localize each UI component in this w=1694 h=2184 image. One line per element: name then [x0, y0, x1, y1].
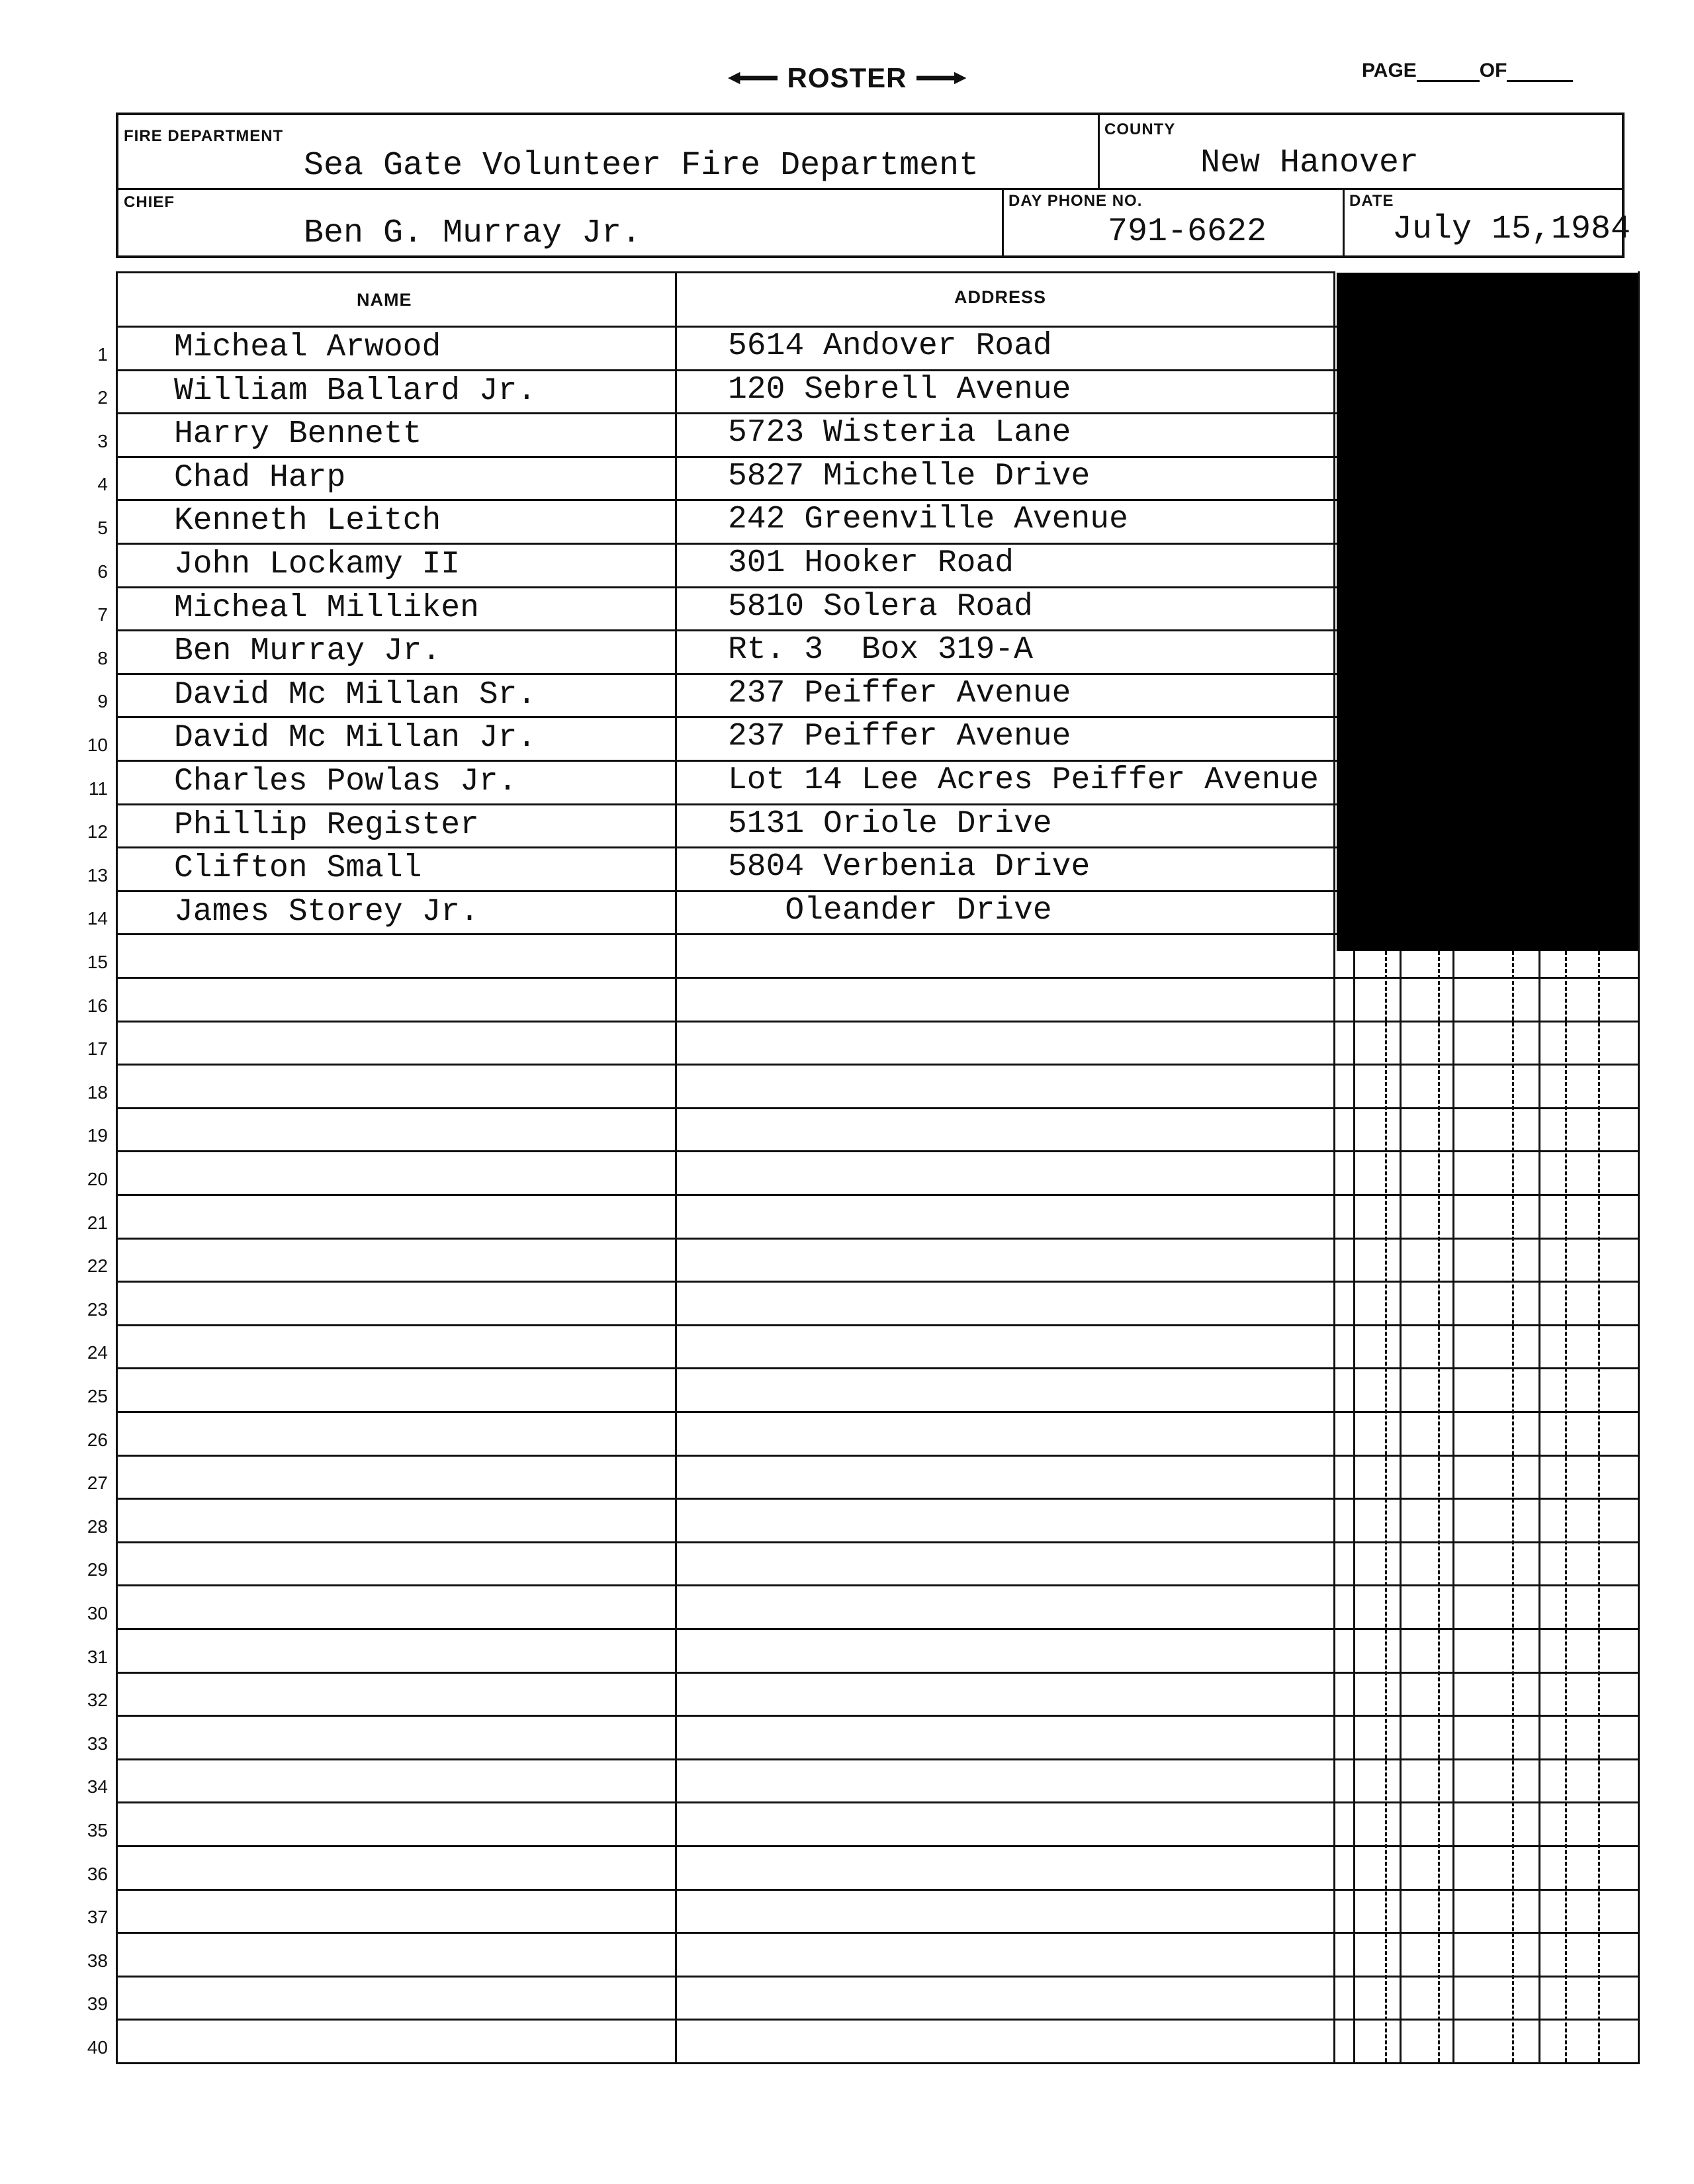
row-number: 27	[87, 1473, 108, 1494]
date-value[interactable]: July 15,1984	[1392, 210, 1631, 248]
row-number: 15	[87, 952, 108, 972]
row-rule	[116, 1064, 1638, 1066]
member-address[interactable]: Oleander Drive	[728, 892, 1052, 929]
row-rule	[116, 1672, 1638, 1674]
row-number: 36	[87, 1863, 108, 1884]
row-number: 11	[88, 778, 108, 799]
right-arrow-icon	[916, 71, 966, 85]
row-number: 30	[87, 1603, 108, 1623]
member-address[interactable]: 5810 Solera Road	[728, 588, 1033, 625]
member-address[interactable]: 237 Peiffer Avenue	[728, 719, 1071, 755]
member-name[interactable]: James Storey Jr.	[174, 893, 479, 930]
row-rule	[116, 1584, 1638, 1586]
member-address[interactable]: Lot 14 Lee Acres Peiffer Avenue	[728, 762, 1319, 798]
row-rule	[116, 1801, 1638, 1803]
member-name[interactable]: Chad Harp	[174, 459, 346, 496]
county-divider	[1098, 115, 1100, 188]
row-rule	[116, 1541, 1638, 1543]
extra-column-rule	[1385, 951, 1387, 2062]
row-rule	[116, 1758, 1638, 1760]
row-number: 35	[87, 1820, 108, 1841]
date-divider	[1343, 188, 1345, 258]
chief-value[interactable]: Ben G. Murray Jr.	[304, 214, 642, 252]
chief-label: CHIEF	[124, 193, 175, 211]
row-rule	[116, 1628, 1638, 1630]
day-phone-value[interactable]: 791-6622	[1108, 213, 1267, 251]
fire-department-value[interactable]: Sea Gate Volunteer Fire Department	[304, 147, 979, 185]
member-address[interactable]: 120 Sebrell Avenue	[728, 371, 1071, 408]
address-right-rule	[1333, 271, 1335, 2062]
member-address[interactable]: 5614 Andover Road	[728, 328, 1052, 364]
row-rule	[116, 1845, 1638, 1847]
row-number: 33	[87, 1733, 108, 1754]
extra-column-rule	[1565, 951, 1567, 2062]
member-address[interactable]: 242 Greenville Avenue	[728, 502, 1128, 538]
address-column-header: ADDRESS	[954, 287, 1047, 307]
row-number: 14	[87, 908, 108, 929]
left-arrow-icon	[728, 71, 778, 85]
header-box	[116, 113, 1631, 258]
row-number: 8	[97, 647, 108, 668]
member-name[interactable]: Harry Bennett	[174, 416, 422, 453]
extra-column-rule	[1512, 951, 1514, 2062]
member-name[interactable]: Phillip Register	[174, 807, 479, 843]
row-rule	[116, 1411, 1638, 1413]
row-number: 31	[87, 1646, 108, 1667]
name-address-divider	[675, 271, 677, 2062]
table-left-rule	[116, 271, 118, 2062]
row-number: 7	[97, 604, 108, 625]
row-number: 29	[87, 1559, 108, 1580]
row-number: 26	[87, 1429, 108, 1450]
table-top-rule	[116, 271, 1333, 273]
row-number: 34	[87, 1776, 108, 1797]
member-name[interactable]: Clifton Small	[174, 850, 422, 887]
row-rule	[116, 1455, 1638, 1457]
row-number: 18	[87, 1081, 108, 1103]
member-name[interactable]: Charles Powlas Jr.	[174, 764, 517, 799]
table-right-rule	[1638, 271, 1640, 2062]
row-rule	[116, 1367, 1638, 1369]
page-total-blank[interactable]	[1507, 63, 1573, 82]
row-rule	[116, 1238, 1638, 1240]
row-number: 12	[87, 821, 108, 842]
member-address[interactable]: 301 Hooker Road	[728, 545, 1014, 581]
row-number: 37	[87, 1907, 108, 1928]
row-number: 19	[87, 1125, 108, 1146]
page-number-blank[interactable]	[1417, 63, 1480, 82]
row-rule	[116, 1021, 1638, 1023]
member-name[interactable]: Micheal Arwood	[174, 330, 441, 365]
row-rule	[116, 1324, 1638, 1326]
row-number: 5	[97, 518, 108, 538]
header-mid-rule	[118, 188, 1622, 190]
row-number: 10	[87, 735, 108, 755]
extra-column-rule	[1598, 951, 1600, 2062]
row-number: 24	[87, 1342, 108, 1363]
extra-column-rule	[1353, 951, 1355, 2062]
row-number: 2	[97, 387, 108, 408]
member-address[interactable]: 5827 Michelle Drive	[728, 458, 1091, 494]
row-number: 20	[87, 1169, 108, 1189]
row-number: 3	[97, 430, 108, 451]
row-number: 6	[97, 561, 108, 582]
name-column-header: NAME	[357, 290, 412, 310]
member-address[interactable]: 5804 Verbenia Drive	[728, 849, 1091, 886]
row-rule	[116, 1976, 1638, 1978]
row-number: 4	[97, 474, 108, 495]
redacted-block	[1337, 273, 1638, 951]
row-number: 21	[87, 1212, 108, 1233]
member-name[interactable]: Micheal Milliken	[174, 590, 479, 626]
row-number: 1	[97, 343, 108, 365]
extra-column-rule	[1438, 951, 1440, 2062]
of-label: OF	[1479, 60, 1507, 81]
row-rule	[116, 1150, 1638, 1152]
page-label: PAGE	[1362, 60, 1417, 81]
table-bottom-rule	[116, 2062, 1640, 2064]
row-rule	[116, 1889, 1638, 1891]
row-number: 9	[97, 691, 108, 712]
row-number: 25	[87, 1386, 108, 1406]
member-name[interactable]: Kenneth Leitch	[174, 503, 441, 539]
page-of-field	[1362, 60, 1573, 82]
member-name[interactable]: Ben Murray Jr.	[174, 633, 441, 670]
row-rule	[116, 2019, 1638, 2021]
row-number: 38	[87, 1950, 108, 1971]
row-number: 32	[87, 1690, 108, 1711]
row-rule	[116, 1107, 1638, 1109]
row-rule	[116, 1281, 1638, 1283]
county-value[interactable]: New Hanover	[1200, 144, 1419, 182]
member-address[interactable]: 237 Peiffer Avenue	[728, 675, 1071, 711]
member-name[interactable]: William Ballard Jr.	[174, 373, 537, 409]
member-name[interactable]: John Lockamy II	[174, 547, 461, 582]
member-name[interactable]: David Mc Millan Jr.	[174, 720, 537, 756]
row-rule	[116, 1932, 1638, 1934]
extra-column-rule	[1538, 951, 1540, 2062]
extra-column-rule	[1400, 951, 1402, 2062]
member-address[interactable]: 5131 Oriole Drive	[728, 805, 1052, 842]
row-rule	[116, 1715, 1638, 1717]
row-number: 13	[87, 864, 108, 886]
fire-department-label: FIRE DEPARTMENT	[124, 127, 284, 145]
row-number: 39	[87, 1993, 108, 2015]
member-address[interactable]: Rt. 3 Box 319-A	[728, 632, 1033, 668]
member-address[interactable]: 5723 Wisteria Lane	[728, 415, 1071, 451]
row-number: 23	[87, 1298, 108, 1320]
row-number: 40	[87, 2037, 108, 2058]
county-label: COUNTY	[1104, 120, 1176, 138]
row-rule	[116, 1194, 1638, 1196]
title-text: ROSTER	[787, 62, 907, 93]
roster-title	[728, 58, 966, 98]
row-number: 28	[87, 1516, 108, 1537]
row-rule	[116, 977, 1638, 979]
date-label: DATE	[1349, 192, 1394, 210]
member-name[interactable]: David Mc Millan Sr.	[174, 676, 537, 713]
extra-column-rule	[1452, 951, 1454, 2062]
row-number: 16	[87, 995, 108, 1016]
day-phone-label: DAY PHONE NO.	[1008, 192, 1143, 210]
phone-divider	[1002, 188, 1004, 258]
row-rule	[116, 1498, 1638, 1500]
row-number: 17	[87, 1038, 108, 1060]
row-number: 22	[87, 1255, 108, 1277]
